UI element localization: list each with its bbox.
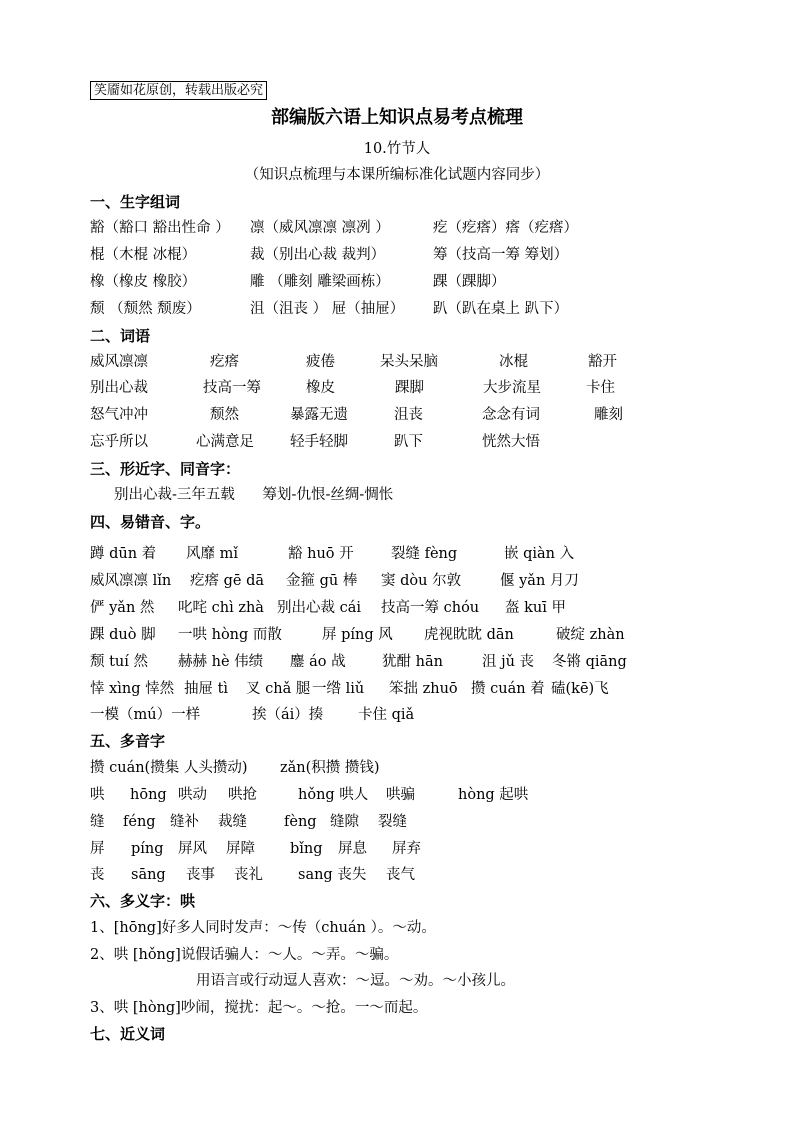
vocab-cell: 凛（威风凛凛 凛冽 ） — [250, 220, 390, 236]
pinyin-item: 一哄 hòng 而散 — [178, 627, 282, 643]
polyphone-item: 裂缝 — [378, 814, 407, 830]
vocab-cell: 踝（踝脚） — [433, 274, 506, 290]
copyright-stamp: 笑靥如花原创，转载出版必究 — [90, 81, 267, 100]
sync-note: （知识点梳理与本课所编标准化试题内容同步） — [244, 167, 550, 183]
pinyin-item: 磕(kē)飞 — [551, 681, 609, 697]
pinyin-item: 裂缝 fèng — [391, 546, 458, 562]
vocab-cell: 橡（橡皮 橡胶） — [90, 274, 197, 290]
polyphone-item: hōng — [130, 787, 167, 803]
word-cell: 别出心裁 — [90, 380, 148, 396]
word-cell: 怒气冲冲 — [90, 407, 148, 423]
polyphone-item: 屏弃 — [392, 841, 421, 857]
polyphone-item: 攒 cuán(攒集 人头攒动) — [90, 760, 248, 776]
pinyin-item: 虎视眈眈 dān — [424, 627, 514, 643]
word-cell: 心满意足 — [196, 434, 254, 450]
polyphone-item: 哄动 — [178, 787, 207, 803]
word-cell: 念念有词 — [482, 407, 540, 423]
lesson-title: 10.竹节人 — [363, 141, 431, 157]
vocab-cell: 沮（沮丧 ） 屉（抽屉） — [250, 301, 405, 317]
polyphone-item: 丧礼 — [234, 867, 263, 883]
polyphone-item: hǒng 哄人 — [298, 787, 369, 803]
pinyin-item: 蹲 dūn 着 — [90, 546, 157, 562]
section-heading-polysemy: 六、多义字：哄 — [90, 892, 196, 910]
vocab-cell: 豁（豁口 豁出性命 ） — [90, 220, 230, 236]
word-cell: 趴下 — [394, 434, 423, 450]
pinyin-item: 沮 jǔ 丧 — [482, 654, 535, 670]
pinyin-item: 屏 píng 风 — [322, 627, 393, 643]
word-cell: 大步流星 — [483, 380, 541, 396]
pinyin-item: 偃 yǎn 月刀 — [500, 573, 579, 589]
polyphone-item: 裁缝 — [218, 814, 247, 830]
word-cell: 呆头呆脑 — [380, 354, 438, 370]
polysemy-line: 2、哄 [hǒng]说假话骗人：～人。～弄。～骗。 — [90, 947, 399, 963]
pinyin-item: 窦 dòu 尔敦 — [381, 573, 462, 589]
word-cell: 雕刻 — [594, 407, 623, 423]
polyphone-item: 丧事 — [186, 867, 215, 883]
pinyin-item: 挨（ái）揍 — [252, 707, 324, 723]
pinyin-item: 一绺 liǔ — [312, 681, 365, 697]
pinyin-item: 风靡 mǐ — [186, 546, 238, 562]
pinyin-item: 鏖 áo 战 — [290, 654, 346, 670]
pinyin-item: 颓 tuí 然 — [90, 654, 149, 670]
polyphone-item: 缝隙 — [330, 814, 359, 830]
word-cell: 忘乎所以 — [90, 434, 148, 450]
polyphone-item: zǎn(积攒 攒钱) — [280, 760, 380, 776]
word-cell: 橡皮 — [306, 380, 335, 396]
document-title: 部编版六语上知识点易考点梳理 — [271, 107, 523, 128]
polyphone-item: 屏风 — [178, 841, 207, 857]
section-heading-words: 二、词语 — [90, 327, 151, 345]
pinyin-item: 盔 kuī 甲 — [505, 600, 566, 616]
pinyin-item: 疙瘩 gē dā — [190, 573, 265, 589]
polyphone-item: 缝 — [90, 814, 105, 830]
word-cell: 颓然 — [210, 407, 239, 423]
polyphone-item: 丧 — [90, 867, 105, 883]
word-cell: 冰棍 — [499, 354, 528, 370]
polyphone-item: bǐng — [290, 841, 323, 857]
pinyin-item: 豁 huō 开 — [288, 546, 354, 562]
word-cell: 轻手轻脚 — [290, 434, 348, 450]
pinyin-item: 技高一筹 chóu — [381, 600, 480, 616]
polysemy-line: 用语言或行动逗人喜欢：～逗。～劝。～小孩儿。 — [196, 973, 515, 989]
polyphone-item: hòng 起哄 — [458, 787, 529, 803]
pinyin-item: 金箍 gū 棒 — [286, 573, 358, 589]
pinyin-item: 嵌 qiàn 入 — [504, 546, 575, 562]
word-cell: 威风凛凛 — [90, 354, 148, 370]
pinyin-item: 破绽 zhàn — [556, 627, 625, 643]
polyphone-item: sāng — [131, 867, 166, 883]
vocab-cell: 趴（趴在桌上 趴下） — [433, 301, 569, 317]
word-cell: 恍然大悟 — [482, 434, 540, 450]
pinyin-item: 踝 duò 脚 — [90, 627, 156, 643]
polyphone-item: 哄抢 — [228, 787, 257, 803]
vocab-cell: 颓 （颓然 颓废） — [90, 301, 201, 317]
polyphone-item: 丧气 — [386, 867, 415, 883]
polyphone-item: 哄骗 — [386, 787, 415, 803]
pinyin-item: 抽屉 tì — [184, 681, 229, 697]
pinyin-item: 笨拙 zhuō — [389, 681, 458, 697]
section-heading-synonyms: 七、近义词 — [90, 1025, 166, 1043]
vocab-cell: 棍（木棍 冰棍） — [90, 247, 197, 263]
pinyin-item: 威风凛凛 lǐn — [90, 573, 172, 589]
polyphone-item: píng — [131, 841, 164, 857]
polyphone-item: féng — [123, 814, 156, 830]
vocab-cell: 裁（别出心裁 裁判） — [250, 247, 386, 263]
pinyin-item: 冬锵 qiāng — [552, 654, 627, 670]
vocab-cell: 筹（技高一筹 筹划） — [433, 247, 569, 263]
pinyin-item: 叉 chǎ 腿 — [246, 681, 311, 697]
polysemy-line: 3、哄 [hòng]吵闹，搅扰：起～。～抢。一～而起。 — [90, 1000, 428, 1016]
polyphone-item: 缝补 — [170, 814, 199, 830]
polyphone-item: sang 丧失 — [298, 867, 367, 883]
word-cell: 踝脚 — [395, 380, 424, 396]
pinyin-item: 攒 cuán 着 — [471, 681, 545, 697]
polyphone-item: 屏障 — [226, 841, 255, 857]
word-cell: 疲倦 — [306, 354, 335, 370]
pinyin-item: 犹酣 hān — [382, 654, 443, 670]
polysemy-line: 1、[hōng]好多人同时发声：～传（chuán ）。～动。 — [90, 920, 436, 936]
vocab-cell: 疙（疙瘩）瘩（疙瘩） — [433, 220, 578, 236]
pinyin-item: 一模（mú）一样 — [90, 707, 201, 723]
vocab-cell: 雕 （雕刻 雕梁画栋） — [250, 274, 390, 290]
word-cell: 疙瘩 — [210, 354, 239, 370]
polyphone-item: 屏 — [90, 841, 105, 857]
section-heading-similar-chars: 三、形近字、同音字： — [90, 460, 241, 478]
polyphone-item: 屏息 — [338, 841, 367, 857]
word-cell: 卡住 — [586, 380, 615, 396]
pinyin-item: 卡住 qiǎ — [358, 707, 415, 723]
word-cell: 沮丧 — [394, 407, 423, 423]
section-heading-polyphones: 五、多音字 — [90, 732, 166, 750]
polyphone-item: 哄 — [90, 787, 105, 803]
section-heading-characters: 一、生字组词 — [90, 193, 181, 211]
polyphone-item: fèng — [284, 814, 317, 830]
word-cell: 技高一筹 — [203, 380, 261, 396]
word-cell: 豁开 — [588, 354, 617, 370]
similar-chars-line: 别出心裁-三年五载 筹划-仇恨-丝绸-惆怅 — [114, 487, 394, 503]
word-cell: 暴露无遗 — [290, 407, 348, 423]
section-heading-error-prone: 四、易错音、字。 — [90, 513, 211, 531]
pinyin-item: 叱咤 chì zhà — [178, 600, 264, 616]
pinyin-item: 赫赫 hè 伟绩 — [178, 654, 264, 670]
pinyin-item: 悻 xìng 悻然 — [90, 681, 175, 697]
pinyin-item: 俨 yǎn 然 — [90, 600, 155, 616]
pinyin-item: 别出心裁 cái — [277, 600, 362, 616]
